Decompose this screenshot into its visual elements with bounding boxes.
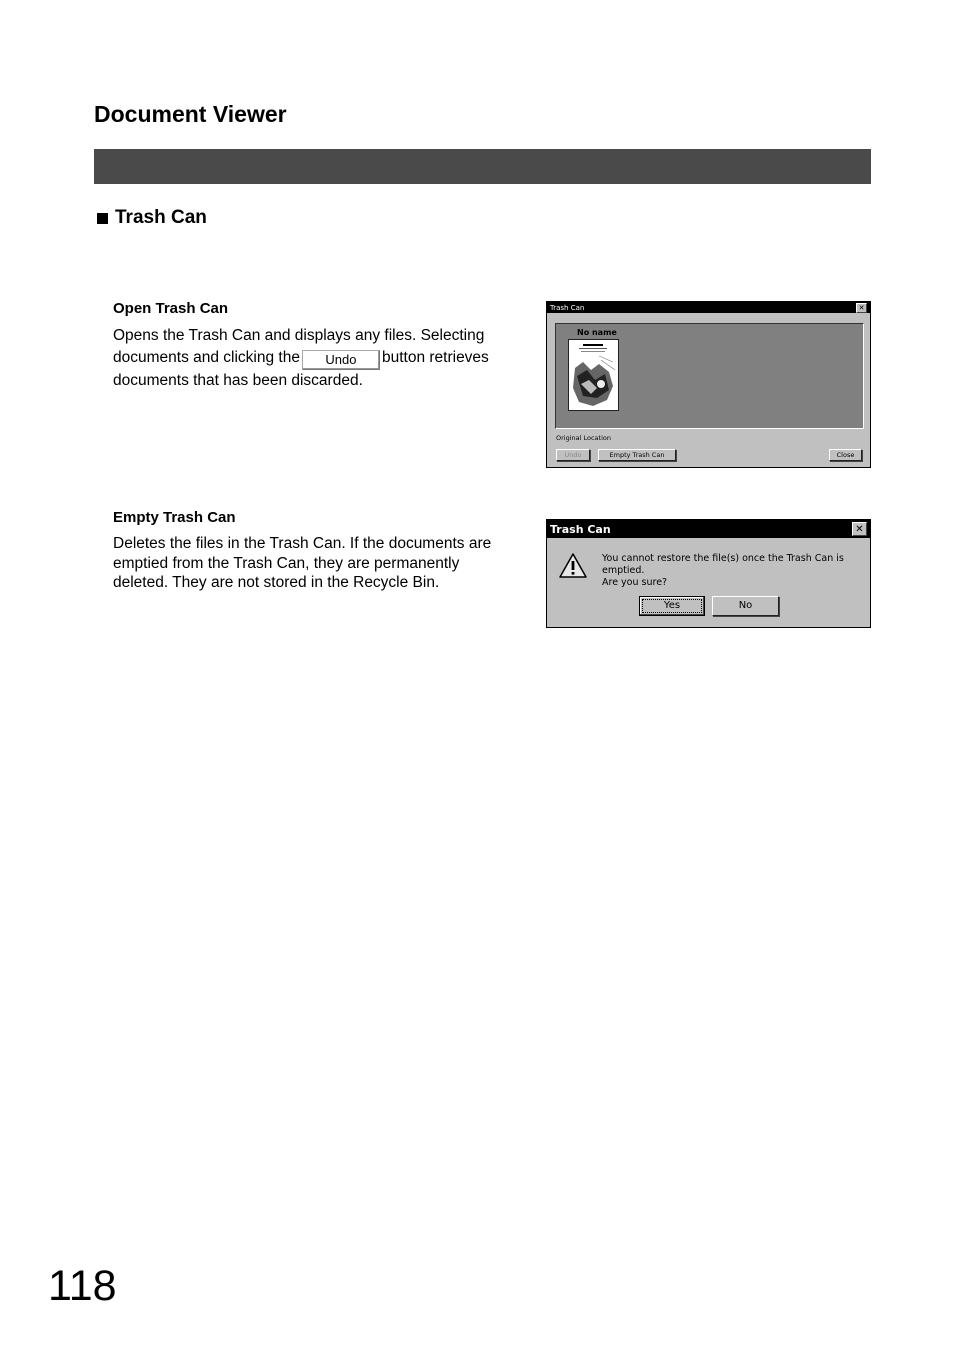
- close-button[interactable]: Close: [829, 449, 862, 461]
- close-icon[interactable]: ✕: [856, 303, 867, 313]
- open-trash-line-3: documents that has been discarded.: [113, 372, 363, 389]
- open-trash-line-2: [113, 347, 523, 370]
- page-title: Document Viewer: [94, 101, 287, 127]
- empty-trash-line-2: emptied from the Trash Can, they are permanently: [113, 554, 460, 572]
- page-number: 118: [48, 1262, 117, 1310]
- header-bar: [94, 149, 871, 184]
- trash-window-title: Trash Can: [550, 303, 585, 312]
- dialog-title: Trash Can: [550, 522, 611, 536]
- dialog-message-line-2: Are you sure?: [602, 577, 668, 588]
- empty-trash-heading: Empty Trash Can: [113, 509, 236, 526]
- warning-icon: [558, 552, 588, 580]
- square-bullet-icon: [97, 213, 108, 224]
- open-trash-line-2-end: button retrieves: [381, 349, 489, 366]
- open-trash-description: [113, 325, 523, 392]
- dialog-message: [602, 553, 870, 589]
- confirm-empty-dialog: [546, 519, 871, 628]
- close-icon[interactable]: ✕: [852, 522, 867, 536]
- file-name-label: No name: [577, 328, 617, 337]
- empty-trash-can-button[interactable]: Empty Trash Can: [598, 449, 676, 461]
- dialog-titlebar: [547, 520, 870, 538]
- trash-window-titlebar: [547, 302, 870, 313]
- trash-file-panel: [555, 323, 864, 429]
- open-trash-heading: Open Trash Can: [113, 300, 229, 317]
- section-heading: [97, 207, 207, 229]
- original-location-label: Original Location: [556, 434, 611, 442]
- open-trash-line-2-start: documents and clicking the: [113, 349, 300, 366]
- undo-button-illustration: Undo: [302, 350, 380, 370]
- dialog-message-line-1: You cannot restore the file(s) once the Trash Can is emptied.: [602, 553, 844, 576]
- undo-button[interactable]: Undo: [556, 449, 590, 461]
- empty-trash-line-3: deleted. They are not stored in the Recycle Bin.: [113, 574, 440, 591]
- thumbnail-image: [569, 340, 618, 410]
- trash-can-window: [546, 301, 871, 468]
- section-heading-text: Trash Can: [115, 207, 207, 228]
- document-thumbnail[interactable]: [568, 339, 619, 411]
- open-trash-line-1: Opens the Trash Can and displays any files. Selecting: [113, 327, 485, 344]
- empty-trash-line-1: Deletes the files in the Trash Can. If the documents are: [113, 535, 492, 552]
- yes-button[interactable]: [639, 596, 705, 616]
- empty-trash-description: [113, 534, 523, 593]
- yes-button-label: Yes: [642, 599, 702, 613]
- no-button[interactable]: No: [712, 596, 779, 616]
